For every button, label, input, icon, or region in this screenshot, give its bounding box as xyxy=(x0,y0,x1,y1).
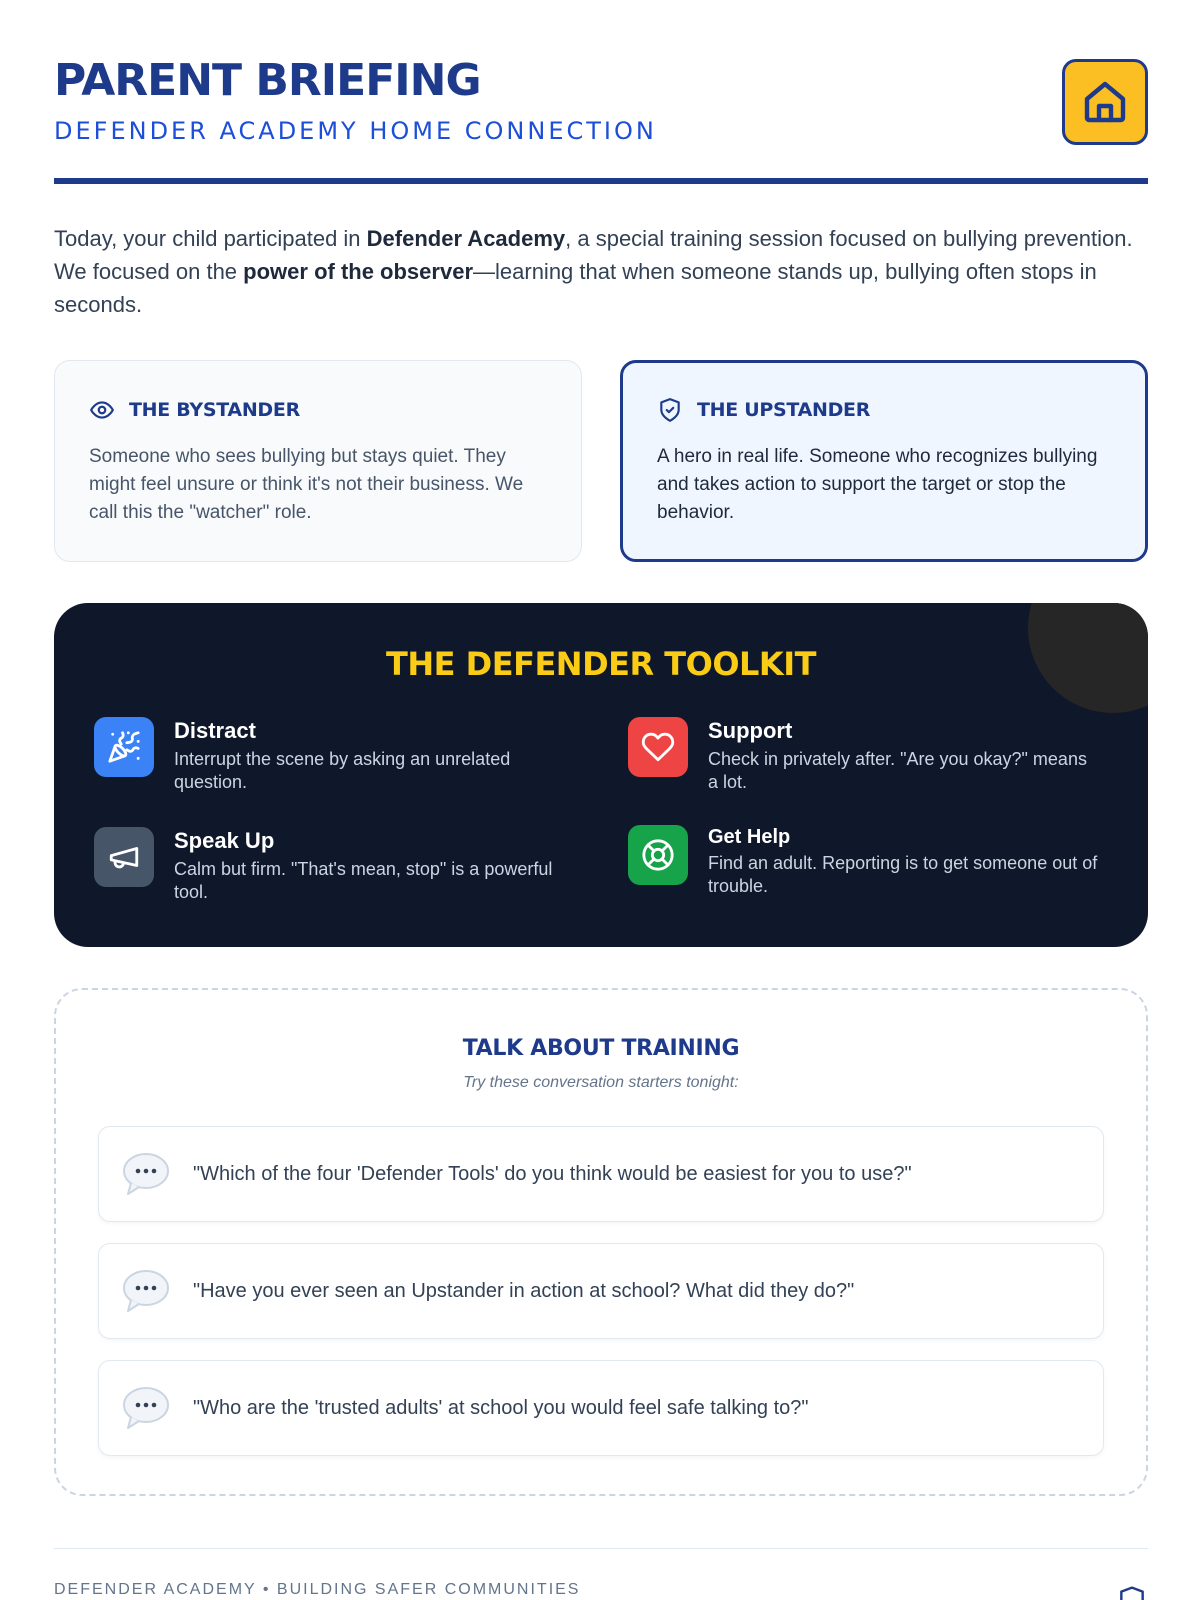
tool-speak-up xyxy=(94,827,564,904)
speech-bubble-icon xyxy=(119,1148,171,1200)
talk-subtitle: Try these conversation starters tonight: xyxy=(463,1074,739,1091)
megaphone-icon xyxy=(94,827,154,887)
bystander-text: Someone who sees bullying but stays quiet. They might feel unsure or think it's not their business. We call this the "watcher" role. xyxy=(89,446,524,523)
shield-icon xyxy=(1116,1585,1148,1600)
heart-icon xyxy=(628,717,688,777)
footer-text: DEFENDER ACADEMY • BUILDING SAFER COMMUNITIES xyxy=(54,1581,581,1598)
conversation-starter xyxy=(98,1360,1104,1456)
upstander-text: A hero in real life. Someone who recognizes bullying and takes action to support the target or stop the behavior. xyxy=(657,446,1098,523)
talk-about-training xyxy=(54,988,1148,1496)
bystander-card xyxy=(54,360,582,562)
party-popper-icon xyxy=(94,717,154,777)
tool-name-get-help: Get Help xyxy=(708,826,791,848)
tool-desc-speak-up: Calm but firm. "That's mean, stop" is a powerful tool. xyxy=(174,859,553,902)
speech-bubble-icon xyxy=(119,1265,171,1317)
toolkit-title: THE DEFENDER TOOLKIT xyxy=(386,645,816,683)
tool-get-help xyxy=(628,825,1098,898)
home-button[interactable] xyxy=(1062,59,1148,145)
conversation-starter xyxy=(98,1243,1104,1339)
starter-text-3: "Who are the 'trusted adults' at school you would feel safe talking to?" xyxy=(193,1396,809,1419)
upstander-title: THE UPSTANDER xyxy=(697,399,871,421)
shield-check-icon xyxy=(657,397,683,423)
page-subtitle: DEFENDER ACADEMY HOME CONNECTION xyxy=(54,117,657,145)
footer xyxy=(54,1548,1148,1600)
home-icon xyxy=(1081,78,1129,126)
bystander-title: THE BYSTANDER xyxy=(129,399,300,421)
life-buoy-icon xyxy=(628,825,688,885)
starter-text-2: "Have you ever seen an Upstander in action at school? What did they do?" xyxy=(193,1279,855,1302)
page-title: PARENT BRIEFING xyxy=(54,55,481,106)
intro-text-1: Today, your child participated in xyxy=(54,226,367,251)
tool-name-distract: Distract xyxy=(174,718,256,743)
upstander-card xyxy=(620,360,1148,562)
talk-title: TALK ABOUT TRAINING xyxy=(462,1036,740,1061)
defender-toolkit xyxy=(54,603,1148,947)
tool-support xyxy=(628,717,1098,794)
tool-desc-support: Check in privately after. "Are you okay?" means a lot. xyxy=(708,749,1087,792)
conversation-starter xyxy=(98,1126,1104,1222)
tool-distract xyxy=(94,717,564,794)
intro-text-2: , a special training session focused on bullying prevention. We focused on the xyxy=(54,226,1133,284)
intro-paragraph xyxy=(54,222,1148,321)
tool-name-speak-up: Speak Up xyxy=(174,828,275,853)
tool-name-support: Support xyxy=(708,718,793,743)
speech-bubble-icon xyxy=(119,1382,171,1434)
intro-bold-observer: power of the observer xyxy=(243,259,474,284)
starter-text-1: "Which of the four 'Defender Tools' do you think would be easiest for you to use?" xyxy=(193,1162,912,1185)
eye-icon xyxy=(89,397,115,423)
intro-bold-academy: Defender Academy xyxy=(366,226,566,251)
tool-desc-distract: Interrupt the scene by asking an unrelated question. xyxy=(174,749,511,792)
parent-briefing-page xyxy=(54,0,1148,1600)
header xyxy=(54,56,1148,184)
tool-desc-get-help: Find an adult. Reporting is to get someone out of trouble. xyxy=(708,853,1098,896)
intro-text-3: —learning that when someone stands up, bullying often stops in seconds. xyxy=(54,259,1097,317)
